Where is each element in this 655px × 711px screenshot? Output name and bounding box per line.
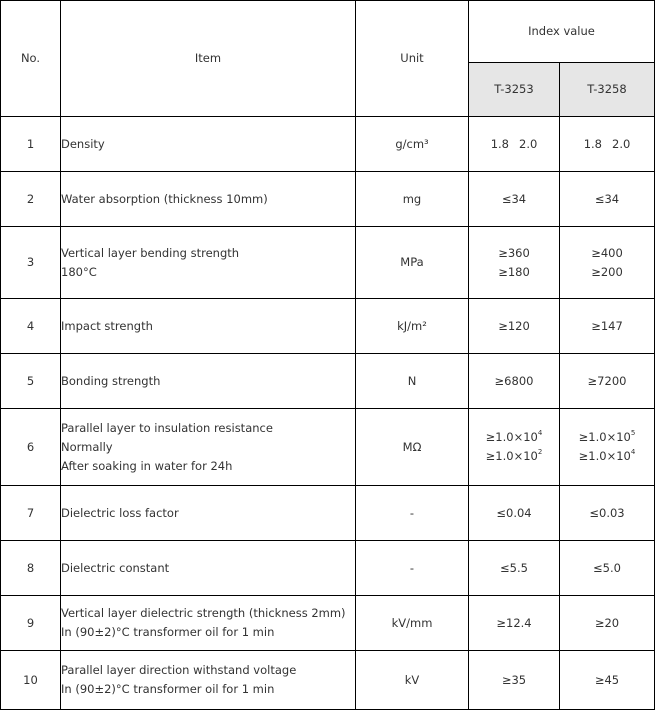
cell-a (468, 485, 560, 541)
unit-text: kV/mm (391, 615, 433, 630)
cell-a (468, 353, 560, 409)
cell-unit (355, 408, 469, 486)
value-lines (591, 244, 623, 282)
cell-a (468, 171, 560, 227)
value-text: ≥400 (591, 245, 623, 260)
cell-unit (355, 171, 469, 227)
header-unit (355, 0, 469, 117)
value-text: ≥180 (498, 264, 530, 279)
cell-no (0, 540, 61, 596)
item-text: After soaking in water for 24h (61, 458, 233, 473)
item-text: Density (61, 136, 105, 151)
item-text: Bonding strength (61, 373, 161, 388)
item-text: Vertical layer bending strength (61, 245, 240, 260)
value-text: ≤0.03 (589, 505, 625, 520)
row-number: 8 (26, 560, 35, 575)
header-index-value (468, 0, 655, 63)
cell-no (0, 595, 61, 651)
cell-item (60, 116, 356, 172)
value-base: ≥1.0×10 (578, 430, 631, 444)
header-index-value-text: Index value (528, 24, 595, 38)
cell-unit (355, 226, 469, 299)
unit-text: kJ/m² (397, 318, 427, 333)
cell-unit (355, 298, 469, 354)
cell-b (559, 298, 655, 354)
value-text: ≥360 (498, 245, 530, 260)
row-number: 9 (26, 615, 35, 630)
item-lines (61, 317, 153, 336)
item-text: Water absorption (thickness 10mm) (61, 191, 268, 206)
item-text: Dielectric constant (61, 560, 170, 575)
header-item (60, 0, 356, 117)
value-text (486, 447, 543, 466)
value-range (491, 135, 538, 154)
header-item-text: Item (194, 51, 222, 65)
value-lines (496, 504, 531, 523)
header-no-text: No. (20, 51, 41, 65)
value-text (486, 428, 543, 447)
value-lines (486, 428, 543, 466)
unit-text: g/cm³ (395, 136, 429, 151)
cell-item (60, 298, 356, 354)
value-lines (502, 671, 526, 690)
value-text: ≥7200 (587, 373, 627, 388)
value-text: ≤0.04 (496, 505, 532, 520)
value-base: ≥1.0×10 (485, 430, 538, 444)
value-lines (593, 559, 621, 578)
value-range (584, 135, 631, 154)
row-number: 5 (26, 373, 35, 388)
cell-no (0, 116, 61, 172)
value-lines (495, 372, 534, 391)
unit-text: - (409, 505, 415, 520)
value-lines (595, 671, 619, 690)
cell-item (60, 353, 356, 409)
value-base: ≥1.0×10 (485, 449, 538, 463)
item-lines (61, 190, 268, 209)
value-lines (588, 372, 627, 391)
cell-no (0, 353, 61, 409)
header-unit-text: Unit (400, 51, 424, 65)
value-text: 2.0 (519, 136, 538, 151)
value-exponent: 4 (537, 429, 543, 438)
item-text: Parallel layer direction withstand voltage (61, 663, 297, 677)
item-lines (61, 419, 273, 476)
item-text: Impact strength (61, 318, 153, 333)
item-text: Normally (61, 439, 113, 454)
cell-a (468, 540, 560, 596)
cell-item (60, 650, 356, 710)
cell-b (559, 485, 655, 541)
cell-no (0, 408, 61, 486)
value-text: ≥35 (501, 672, 527, 687)
header-no (0, 0, 61, 117)
value-text: ≥20 (594, 615, 620, 630)
value-lines (498, 317, 530, 336)
cell-no (0, 650, 61, 710)
cell-item (60, 226, 356, 299)
cell-item (60, 171, 356, 227)
cell-item (60, 485, 356, 541)
cell-b (559, 353, 655, 409)
value-text: ≥6800 (494, 373, 534, 388)
value-lines (595, 190, 619, 209)
row-number: 10 (23, 672, 38, 687)
row-number: 6 (26, 439, 35, 454)
cell-b (559, 226, 655, 299)
cell-no (0, 171, 61, 227)
value-text: ≤34 (594, 191, 620, 206)
cell-b (559, 171, 655, 227)
cell-a (468, 650, 560, 710)
value-text: ≥45 (594, 672, 620, 687)
item-lines (61, 559, 169, 578)
value-text (579, 447, 636, 466)
cell-item (60, 595, 356, 651)
value-text: 2.0 (612, 136, 631, 151)
value-base: ≥1.0×10 (578, 449, 631, 463)
item-text: Dielectric loss factor (61, 505, 179, 520)
unit-text: - (409, 560, 415, 575)
value-text: 1.8 (583, 136, 602, 151)
value-lines (500, 559, 528, 578)
cell-a (468, 116, 560, 172)
cell-b (559, 408, 655, 486)
cell-no (0, 298, 61, 354)
cell-unit (355, 116, 469, 172)
value-lines (591, 317, 623, 336)
cell-unit (355, 540, 469, 596)
item-text: In (90±2)°C transformer oil for 1 min (61, 625, 275, 639)
value-exponent: 2 (537, 448, 543, 457)
value-text: ≤5.0 (593, 560, 621, 575)
row-number: 4 (26, 318, 35, 333)
value-lines (496, 614, 531, 633)
header-grade-b-text: T-3258 (587, 82, 627, 96)
value-lines (502, 190, 526, 209)
value-text: ≥120 (498, 318, 530, 333)
unit-text: N (407, 373, 417, 388)
value-text: ≤34 (501, 191, 527, 206)
header-grade-t3258 (559, 62, 655, 117)
item-text: In (90±2)°C transformer oil for 1 min (61, 682, 275, 696)
header-grade-t3253 (468, 62, 560, 117)
value-lines (498, 244, 530, 282)
value-lines (579, 428, 636, 466)
item-lines (61, 244, 239, 282)
cell-item (60, 408, 356, 486)
value-text: ≥12.4 (496, 615, 532, 630)
cell-a (468, 226, 560, 299)
value-text: ≥147 (591, 318, 623, 333)
cell-unit (355, 353, 469, 409)
item-lines (61, 661, 296, 699)
row-number: 3 (26, 255, 35, 269)
unit-text: MPa (400, 255, 424, 269)
cell-item (60, 540, 356, 596)
value-lines (589, 504, 624, 523)
unit-text: MΩ (402, 439, 422, 454)
item-lines (61, 372, 160, 391)
cell-b (559, 595, 655, 651)
unit-text: mg (402, 191, 422, 206)
cell-unit (355, 650, 469, 710)
value-text: ≤5.5 (500, 560, 528, 575)
row-number: 2 (26, 191, 35, 206)
row-number: 1 (26, 136, 35, 151)
item-lines (61, 135, 105, 154)
header-grade-a-text: T-3253 (494, 82, 534, 96)
cell-a (468, 298, 560, 354)
cell-unit (355, 595, 469, 651)
value-lines (595, 614, 619, 633)
cell-a (468, 408, 560, 486)
value-text (579, 428, 636, 447)
item-text: 180°C (61, 264, 97, 279)
item-lines (61, 604, 346, 642)
row-number: 7 (26, 505, 35, 520)
item-text: Parallel layer to insulation resistance (61, 420, 273, 435)
item-text: Vertical layer dielectric strength (thickness 2mm) (61, 606, 346, 620)
item-lines (61, 504, 179, 523)
cell-b (559, 116, 655, 172)
value-text: ≥200 (591, 264, 623, 279)
cell-unit (355, 485, 469, 541)
value-exponent: 4 (630, 448, 636, 457)
cell-b (559, 650, 655, 710)
cell-no (0, 485, 61, 541)
cell-a (468, 595, 560, 651)
cell-no (0, 226, 61, 299)
unit-text: kV (404, 672, 420, 687)
value-exponent: 5 (630, 429, 636, 438)
cell-b (559, 540, 655, 596)
value-text: 1.8 (490, 136, 509, 151)
